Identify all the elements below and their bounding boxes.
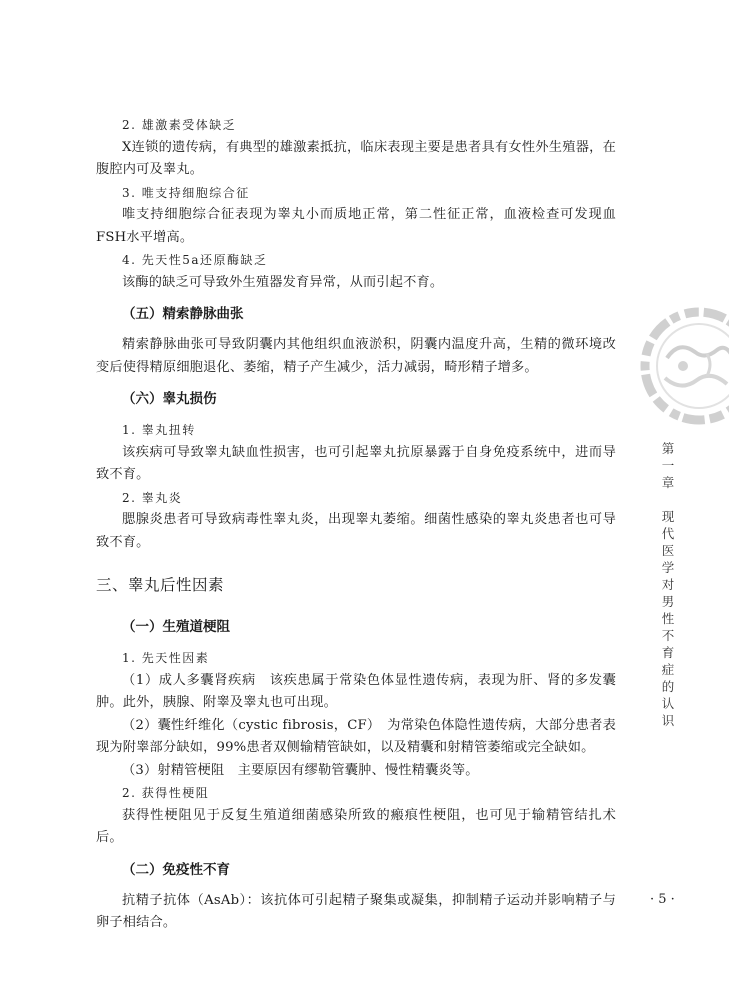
subheading: 4. 先天性5a还原酶缺乏 <box>122 253 268 267</box>
subheading: 2. 雄激素受体缺乏 <box>122 118 237 132</box>
subheading: 2. 获得性梗阻 <box>122 786 210 800</box>
paragraph: X连锁的遗传病，有典型的雄激素抵抗，临床表现主要是患者具有女性外生殖器，在腹腔内可及睾丸。 <box>96 139 616 177</box>
paragraph: （1）成人多囊肾疾病 该疾患属于常染色体显性遗传病，表现为肝、肾的多发囊肿。此外，胰腺、附睾及睾丸也可出现。 <box>96 672 616 710</box>
paragraph: 精索静脉曲张可导致阴囊内其他组织血液淤积，阴囊内温度升高，生精的微环境改变后使得精原细胞退化、萎缩，精子产生减少，活力减弱，畸形精子增多。 <box>96 337 616 375</box>
subsection-heading: （六）睾丸损伤 <box>122 391 217 407</box>
decorative-seal-icon <box>637 296 729 436</box>
subsection-heading: （二）免疫性不育 <box>122 861 230 878</box>
paragraph: 获得性梗阻见于反复生殖道细菌感染所致的瘢痕性梗阻，也可见于输精管结扎术后。 <box>96 807 616 845</box>
page-number: · 5 · <box>650 892 675 907</box>
page-body <box>96 114 616 935</box>
paragraph: （2）囊性纤维化（cystic fibrosis，CF） 为常染色体隐性遗传病，大部分患者表现为附睾部分缺如，99%患者双侧输精管缺如，以及精囊和射精管萎缩或完全缺如。 <box>96 717 616 755</box>
subheading: 2. 睾丸炎 <box>122 490 183 505</box>
subheading: 3. 唯支持细胞综合征 <box>122 185 250 200</box>
paragraph: （3）射精管梗阻 主要原因有缪勒管囊肿、慢性精囊炎等。 <box>122 762 479 778</box>
chapter-side-title: 第一章 现代医学对男性不育症的认识 <box>660 442 675 731</box>
subheading: 1. 先天性因素 <box>122 651 210 665</box>
paragraph: 唯支持细胞综合征表现为睾丸小而质地正常，第二性征正常，血液检查可发现血FSH水平增高。 <box>96 207 616 245</box>
subsection-heading: （一）生殖道梗阻 <box>122 619 230 635</box>
paragraph: 该疾病可导致睾丸缺血性损害，也可引起睾丸抗原暴露于自身免疫系统中，进而导致不育。 <box>96 444 616 482</box>
paragraph: 该酶的缺乏可导致外生殖器发育异常，从而引起不育。 <box>122 274 444 290</box>
subsection-heading: （五）精索静脉曲张 <box>122 306 244 322</box>
paragraph: 抗精子抗体（AsAb）：该抗体可引起精子聚集或凝集，抑制精子运动并影响精子与卵子相结合。 <box>96 892 616 930</box>
paragraph: 腮腺炎患者可导致病毒性睾丸炎，出现睾丸萎缩。细菌性感染的睾丸炎患者也可导致不育。 <box>96 512 616 550</box>
subheading: 1. 睾丸扭转 <box>122 423 196 437</box>
section-heading: 三、睾丸后性因素 <box>96 576 225 594</box>
